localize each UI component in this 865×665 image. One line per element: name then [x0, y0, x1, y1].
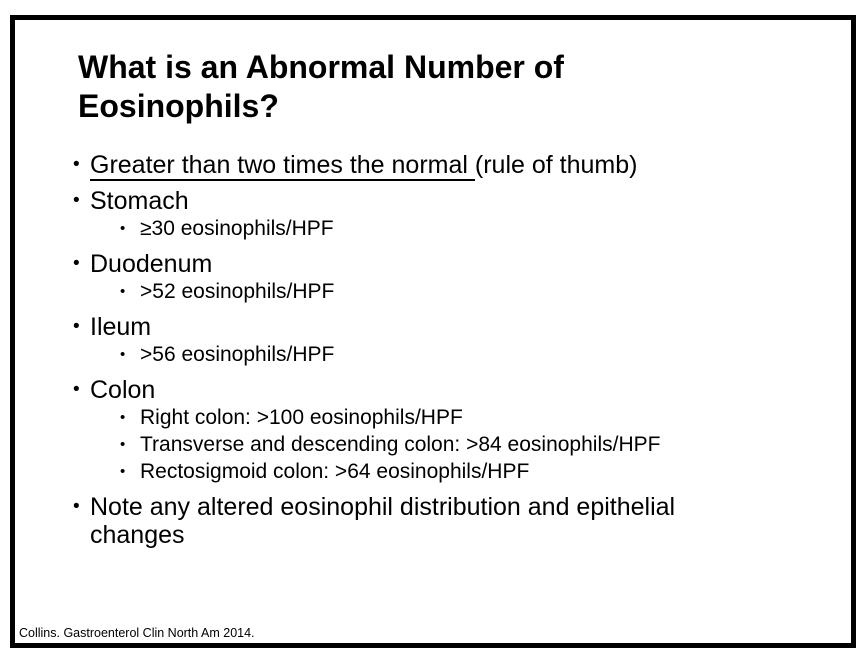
bullet-colon: [73, 376, 851, 485]
bullet-duodenum-label: Duodenum: [90, 250, 213, 278]
sub-bullet-stomach-threshold: • ≥30 eosinophils/HPF: [120, 215, 851, 242]
ileum-sublist: [90, 341, 851, 368]
sub-bullet-right-colon: • Right colon: >100 eosinophils/HPF: [120, 404, 851, 431]
bullet-note: • Note any altered eosinophil distribution and epithelial changes: [73, 493, 705, 549]
bullet-stomach: [73, 187, 851, 242]
sub-bullet-transverse-descending-colon: • Transverse and descending colon: >84 eosinophils/HPF: [120, 431, 851, 458]
sub-bullet-ileum-threshold: • >56 eosinophils/HPF: [120, 341, 851, 368]
colon-sublist: [90, 404, 851, 485]
bullet-colon-label: Colon: [90, 376, 156, 404]
slide: [10, 15, 856, 648]
bullet-ileum: [73, 313, 851, 368]
bullet-duodenum: [73, 250, 851, 305]
rule-underlined-text: Greater than two times the normal: [90, 151, 475, 179]
slide-title: [78, 48, 851, 126]
citation: Collins. Gastroenterol Clin North Am 2014.: [19, 626, 255, 640]
slide-title-line2: Eosinophils?: [78, 88, 279, 124]
rule-rest-text: (rule of thumb): [474, 151, 638, 179]
sub-bullet-rectosigmoid-colon: • Rectosigmoid colon: >64 eosinophils/HPF: [120, 458, 851, 485]
bullet-ileum-label: Ileum: [90, 313, 152, 341]
stomach-sublist: [90, 215, 851, 242]
bullet-stomach-label: Stomach: [90, 187, 189, 215]
sub-bullet-duodenum-threshold: • >52 eosinophils/HPF: [120, 278, 851, 305]
slide-title-line1: What is an Abnormal Number of: [78, 49, 564, 85]
bullet-rule-of-thumb: [73, 151, 851, 179]
duodenum-sublist: [90, 278, 851, 305]
bullet-list: [15, 151, 851, 549]
